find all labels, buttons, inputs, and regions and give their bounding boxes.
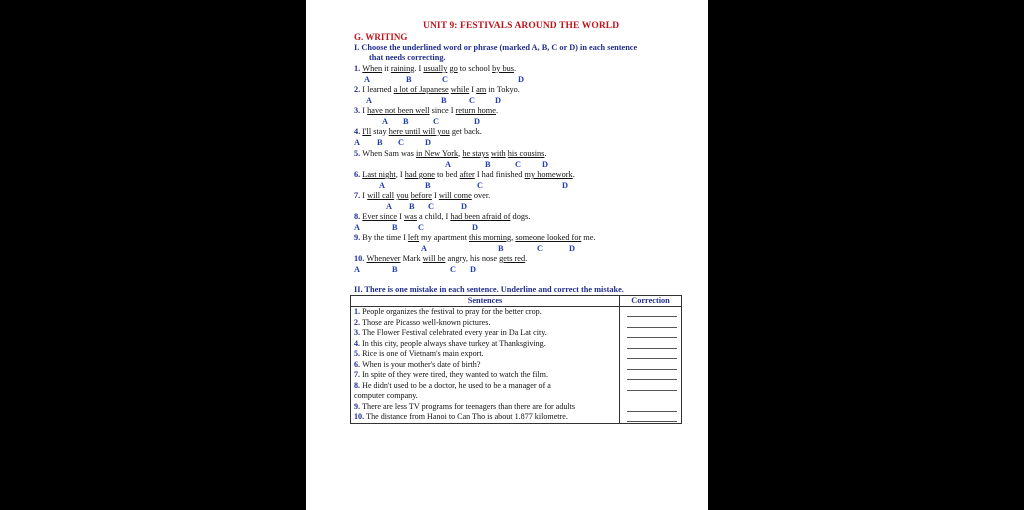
option-label-a: A <box>364 75 370 84</box>
option-label-b: B <box>409 202 415 211</box>
sentence-number: 10. <box>354 412 367 421</box>
sentence-text: People organizes the festival to pray for the better crop. <box>362 307 542 316</box>
table-body <box>351 307 682 424</box>
question-number: 10. <box>354 254 367 263</box>
underlined-option: gets red <box>499 254 526 263</box>
sentence-cell <box>351 370 620 381</box>
underlined-option: will call <box>367 191 395 200</box>
underlined-option: after <box>459 170 475 179</box>
option-label-a: A <box>382 117 388 126</box>
correction-cell[interactable] <box>620 339 682 350</box>
sentence-number: 6. <box>354 359 363 369</box>
sentence-number: 2. <box>354 317 363 327</box>
underlined-option: raining <box>390 64 415 73</box>
underlined-option: here until will you <box>388 127 450 136</box>
underlined-option: before <box>410 191 432 200</box>
table-row <box>351 328 682 339</box>
correction-cell[interactable] <box>620 412 682 423</box>
sentence-text: In this city, people always shave turkey at Thanksgiving. <box>362 338 546 348</box>
question-text: I <box>431 191 439 200</box>
sentence-cell <box>351 360 620 371</box>
underlined-option: have not been well <box>367 106 430 115</box>
sentence-text: In spite of they were tired, they wanted to watch the film. <box>362 370 548 379</box>
table-row <box>351 349 682 360</box>
sentence-text: He didn't used to be a doctor, he used to be a manager of a <box>362 380 551 390</box>
answer-blank[interactable] <box>627 421 677 422</box>
sentence-number: 3. <box>354 328 363 337</box>
question-text: . <box>495 106 499 115</box>
question-text: I <box>362 106 368 115</box>
mistake-table <box>350 295 682 424</box>
underlined-option: his cousins <box>507 149 545 158</box>
option-label-c: C <box>515 160 521 169</box>
table-row <box>351 339 682 350</box>
question-1 <box>354 64 516 73</box>
option-label-b: B <box>392 223 398 232</box>
sentence-text: There are less TV programs for teenagers than there are for adults <box>362 401 576 411</box>
option-label-d: D <box>470 265 476 274</box>
sentence-cell <box>351 318 620 329</box>
option-label-b: B <box>441 96 447 105</box>
sentence-text: The Flower Festival celebrated every year in Da Lat city. <box>362 328 547 337</box>
option-label-c: C <box>469 96 475 105</box>
question-text: . <box>572 170 575 179</box>
correction-cell[interactable] <box>620 370 682 381</box>
option-label-c: C <box>477 181 483 190</box>
option-label-a: A <box>421 244 427 253</box>
option-label-a: A <box>354 138 360 147</box>
question-7 <box>354 191 490 200</box>
part1-instruction: I. Choose the underlined word or phrase (marked A, B, C or D) in each sentence <box>354 43 638 52</box>
question-number: 2. <box>354 85 363 94</box>
option-label-c: C <box>418 223 424 232</box>
underlined-option: When <box>362 64 383 73</box>
sentences-header: Sentences <box>351 296 620 307</box>
question-text: angry, his nose <box>445 254 500 263</box>
table-row <box>351 370 682 381</box>
question-8 <box>354 212 530 221</box>
correction-cell[interactable] <box>620 307 682 318</box>
question-9 <box>354 233 596 242</box>
option-label-a: A <box>354 223 360 232</box>
table-row <box>351 381 682 392</box>
question-text: . <box>544 149 547 158</box>
part2-instruction: II. There is one mistake in each sentence. Underline and correct the mistake. <box>354 285 624 294</box>
option-label-d: D <box>562 181 568 190</box>
underlined-option: was <box>404 212 417 221</box>
option-label-c: C <box>428 202 434 211</box>
option-label-c: C <box>537 244 543 253</box>
correction-cell[interactable] <box>620 381 682 392</box>
sentence-cell <box>351 339 620 350</box>
question-number: 9. <box>354 233 363 242</box>
part1-instruction-cont: that needs correcting. <box>369 53 446 62</box>
option-label-d: D <box>461 202 467 211</box>
option-label-a: A <box>366 96 372 105</box>
underlined-option: go <box>449 64 458 73</box>
question-text: , <box>511 233 516 242</box>
sentence-text: When is your mother's date of birth? <box>362 359 481 369</box>
option-label-c: C <box>450 265 456 274</box>
option-label-b: B <box>485 160 491 169</box>
question-3 <box>354 106 498 115</box>
option-label-d: D <box>569 244 575 253</box>
section-heading: G. WRITING <box>354 32 408 42</box>
correction-header: Correction <box>620 296 682 307</box>
sentence-cell <box>351 328 620 339</box>
underlined-option: by bus <box>492 64 514 73</box>
option-label-a: A <box>379 181 385 190</box>
question-text: I <box>469 85 477 94</box>
underlined-option: Last night <box>362 170 396 179</box>
question-text: . I <box>414 64 424 73</box>
question-text: to bed <box>434 170 460 179</box>
correction-cell[interactable] <box>620 360 682 371</box>
option-label-d: D <box>518 75 524 84</box>
sentence-number: 1. <box>354 307 363 316</box>
sentence-text: Rice is one of Vietnam's main export. <box>362 349 484 358</box>
question-text: , <box>458 149 463 158</box>
table-row <box>351 412 682 423</box>
underlined-option: return home <box>455 106 496 115</box>
question-number: 5. <box>354 149 363 158</box>
sentence-text: Those are Picasso well-known pictures. <box>362 317 491 327</box>
correction-cell[interactable] <box>620 391 682 402</box>
option-label-d: D <box>474 117 480 126</box>
question-text: a child, I <box>416 212 451 221</box>
sentence-cell <box>351 381 620 392</box>
option-label-a: A <box>445 160 451 169</box>
question-text: I <box>397 212 405 221</box>
sentence-text: computer company. <box>354 391 418 400</box>
option-label-a: A <box>354 265 360 274</box>
question-text: By the time I <box>362 233 408 242</box>
option-label-d: D <box>472 223 478 232</box>
table-row <box>351 402 682 413</box>
question-text: since I <box>429 106 456 115</box>
option-label-b: B <box>392 265 398 274</box>
sentence-number: 4. <box>354 338 363 348</box>
underlined-option: with <box>490 149 506 158</box>
table-row <box>351 360 682 371</box>
underlined-option: will be <box>422 254 446 263</box>
option-label-c: C <box>442 75 448 84</box>
underlined-option: had gone <box>404 170 435 179</box>
option-label-c: C <box>398 138 404 147</box>
question-number: 7. <box>354 191 363 200</box>
underlined-option: Whenever <box>366 254 401 263</box>
underlined-option: a lot of Japanese <box>393 85 449 94</box>
sentence-number: 9. <box>354 401 363 411</box>
question-text: Mark <box>400 254 423 263</box>
question-text: , I <box>395 170 405 179</box>
sentence-cell <box>351 412 620 423</box>
question-text: in Tokyo. <box>486 85 520 94</box>
option-label-a: A <box>386 202 392 211</box>
question-text: dogs. <box>510 212 531 221</box>
question-number: 4. <box>354 127 363 136</box>
question-text: . <box>525 254 528 263</box>
underlined-option: someone looked for <box>515 233 582 242</box>
underlined-option: am <box>476 85 487 94</box>
underlined-option: I'll <box>362 127 372 136</box>
underlined-option: while <box>450 85 470 94</box>
underlined-option: left <box>407 233 419 242</box>
underlined-option: in New York <box>415 149 459 158</box>
sentence-text: The distance from Hanoi to Can Tho is about 1.877 kilometre. <box>366 412 568 421</box>
question-text: stay <box>371 127 389 136</box>
sentence-cell <box>351 402 620 413</box>
option-label-d: D <box>542 160 548 169</box>
sentence-number: 7. <box>354 370 363 379</box>
question-text: I learned <box>362 85 394 94</box>
question-10 <box>354 254 527 263</box>
question-text: I <box>362 191 368 200</box>
question-4 <box>354 127 482 136</box>
correction-cell[interactable] <box>620 318 682 329</box>
table-row <box>351 391 682 402</box>
underlined-option: you <box>396 191 409 200</box>
sentence-number: 8. <box>354 380 363 390</box>
correction-cell[interactable] <box>620 402 682 413</box>
question-text: over. <box>471 191 491 200</box>
option-label-b: B <box>425 181 431 190</box>
option-label-b: B <box>403 117 409 126</box>
option-label-d: D <box>495 96 501 105</box>
question-text: When Sam was <box>362 149 416 158</box>
option-label-d: D <box>425 138 431 147</box>
question-number: 6. <box>354 170 363 179</box>
option-label-c: C <box>433 117 439 126</box>
option-label-b: B <box>406 75 412 84</box>
sentence-cell <box>351 307 620 318</box>
sentence-cell <box>351 349 620 360</box>
underlined-option: he stays <box>462 149 489 158</box>
question-text: me. <box>581 233 596 242</box>
underlined-option: had been afraid of <box>450 212 511 221</box>
option-label-b: B <box>498 244 504 253</box>
unit-title: UNIT 9: FESTIVALS AROUND THE WORLD <box>423 21 620 31</box>
question-text: . <box>513 64 517 73</box>
underlined-option: my homework <box>524 170 573 179</box>
question-text: it <box>382 64 391 73</box>
question-6 <box>354 170 575 179</box>
question-number: 3. <box>354 106 363 115</box>
table-row <box>351 318 682 329</box>
question-text: my apartment <box>418 233 469 242</box>
sentence-number: 5. <box>354 349 363 358</box>
question-5 <box>354 149 546 158</box>
correction-cell[interactable] <box>620 349 682 360</box>
underlined-option: will come <box>438 191 472 200</box>
underlined-option: usually <box>423 64 448 73</box>
question-text: I had finished <box>474 170 525 179</box>
question-2 <box>354 85 520 94</box>
sentence-cell <box>351 391 620 402</box>
question-text: get back. <box>449 127 482 136</box>
question-number: 8. <box>354 212 363 221</box>
question-number: 1. <box>354 64 363 73</box>
underlined-option: this morning <box>468 233 512 242</box>
question-text: to school <box>457 64 493 73</box>
option-label-b: B <box>377 138 383 147</box>
correction-cell[interactable] <box>620 328 682 339</box>
table-row <box>351 307 682 318</box>
underlined-option: Ever since <box>362 212 398 221</box>
